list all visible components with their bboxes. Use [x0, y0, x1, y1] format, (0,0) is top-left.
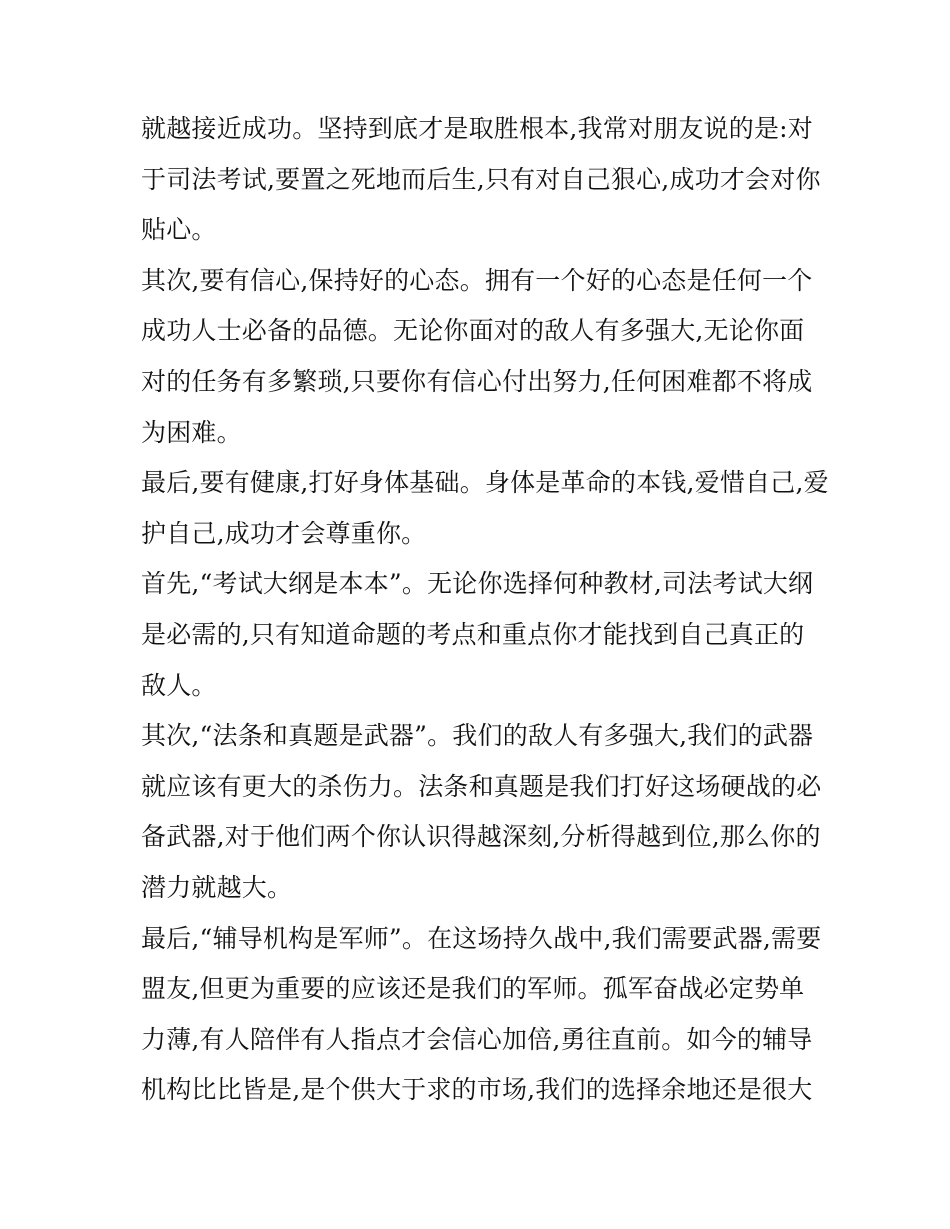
text-line: 其次,要有信心,保持好的心态。拥有一个好的心态是任何一个 [141, 265, 813, 295]
text-line: 就应该有更大的杀伤力。法条和真题是我们打好这场硬战的必 [141, 771, 822, 801]
text-line: 成功人士必备的品德。无论你面对的敌人有多强大,无论你面 [141, 316, 805, 346]
text-line: 贴心。 [141, 215, 217, 245]
text-line: 最后,要有健康,打好身体基础。身体是革命的本钱,爱惜自己,爱 [141, 468, 829, 498]
body-text [141, 104, 829, 1116]
text-line: 最后,“辅导机构是军师”。在这场持久战中,我们需要武器,需要 [141, 923, 822, 953]
text-line: 是必需的,只有知道命题的考点和重点你才能找到自己真正的 [141, 619, 805, 649]
text-line: 为困难。 [141, 417, 242, 447]
text-line: 首先,“考试大纲是本本”。无论你选择何种教材,司法考试大纲 [141, 569, 814, 599]
text-line: 就越接近成功。坚持到底才是取胜根本,我常对朋友说的是:对 [141, 114, 813, 143]
text-line: 盟友,但更为重要的应该还是我们的军师。孤军奋战必定势单 [141, 974, 805, 1004]
text-line: 力薄,有人陪伴有人指点才会信心加倍,勇往直前。如今的辅导 [141, 1024, 813, 1054]
text-line: 其次,“法条和真题是武器”。我们的敌人有多强大,我们的武器 [141, 721, 814, 751]
text-line: 护自己,成功才会尊重你。 [141, 518, 427, 548]
text-line: 潜力就越大。 [141, 872, 293, 902]
text-line: 于司法考试,要置之死地而后生,只有对自己狠心,成功才会对你 [141, 164, 821, 194]
text-line: 备武器,对于他们两个你认识得越深刻,分析得越到位,那么你的 [141, 822, 821, 852]
text-line: 对的任务有多繁琐,只要你有信心付出努力,任何困难都不将成 [141, 366, 813, 396]
text-line: 敌人。 [141, 670, 217, 700]
text-line: 机构比比皆是,是个供大于求的市场,我们的选择余地还是很大 [141, 1075, 813, 1105]
